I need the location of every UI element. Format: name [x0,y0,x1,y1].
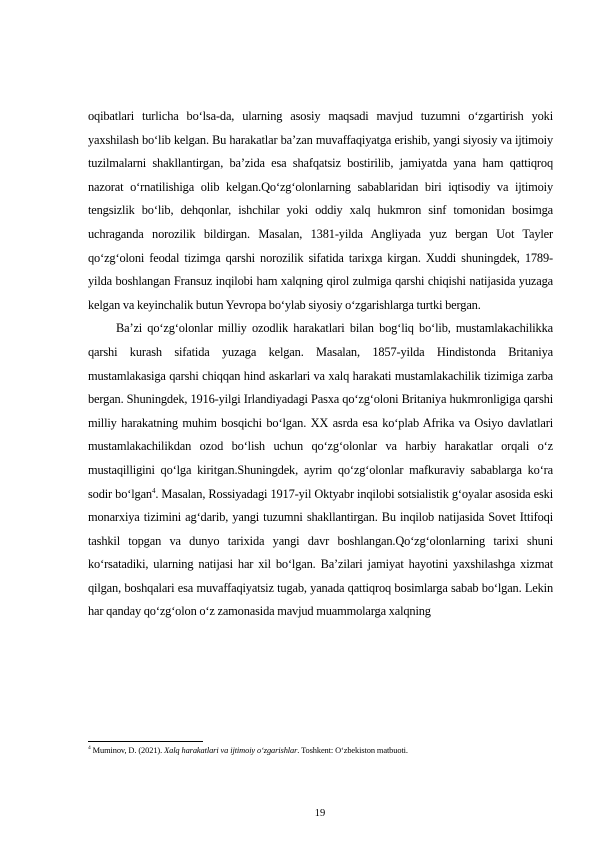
footnote-publisher: . Toshkent: O‘zbekiston matbuoti. [297,746,408,755]
body-text [88,105,553,624]
footnote-number: 4 [88,745,91,752]
footnote-author: Muminov, D. (2021). [90,746,165,755]
paragraph-continued: oqibatlari turlicha bo‘lsa-da, ularning asosiy maqsadi mavjud tuzumni o‘zgartirish yoki yaxshilash bo‘lib kelgan. Bu harakatlar ba’zan muvaffaqiyatga erishib, yangi siyosiy va ijtimoiy tuzilmalarni shakllantirgan, ba’zida esa shafqatsiz bostirilib, jamiyatda yana ham qattiqroq nazorat o‘rnatilishiga olib kelgan.Qo‘zg‘olonlarning sabablaridan biri iqtisodiy va ijtimoiy tengsizlik bo‘lib, dehqonlar, ishchilar yoki oddiy xalq hukmron sinf tomonidan bosimga uchraganda norozilik bildirgan. Masalan, 1381-yilda Angliyada yuz bergan Uot Tayler qo‘zg‘oloni feodal tizimga qarshi norozilik sifatida tarixga kirgan. Xuddi shuningdek, 1789-yilda boshlangan Fransuz inqilobi ham xalqning qirol zulmiga qarshi chiqishi natijasida yuzaga kelgan va keyinchalik butun Yevropa bo‘ylab siyosiy o‘zgarishlarga turtki bergan. [88,109,553,312]
paragraph-national-liberation [88,317,553,624]
footnote-separator [88,741,203,742]
paragraph-text-part-1: Ba’zi qo‘zg‘olonlar milliy ozodlik harakatlari bilan bog‘liq bo‘lib, mustamlakachilikka qarshi kurash sifatida yuzaga kelgan. Masalan, 1857-yilda Hindistonda Britaniya mustamlakasiga qarshi chiqqan hind askarlari va xalq harakati mustamlakachilik tizimiga zarba bergan. Shuningdek, 1916-yilgi Irlandiyadagi Pasxa qo‘zg‘oloni Britaniya hukmronligiga qarshi milliy harakatning muhim bosqichi bo‘lgan. XX asrda esa ko‘plab Afrika va Osiyo davlatlari mustamlakachilikdan ozod bo‘lish uchun qo‘zg‘olonlar va harbiy harakatlar orqali o‘z mustaqilligini qo‘lga kiritgan.Shuningdek, ayrim qo‘zg‘olonlar mafkuraviy sabablarga ko‘ra sodir bo‘lgan [88,321,553,501]
paragraph-text-part-2: . Masalan, Rossiyadagi 1917-yil Oktyabr inqilobi sotsialistik g‘oyalar asosida eski monarxiya tizimini ag‘darib, yangi tuzumni shakllantirgan. Bu inqilob natijasida Sovet Ittifoqi tashkil topgan va dunyo tarixida yangi davr boshlangan.Qo‘zg‘olonlarning tarixi shuni ko‘rsatadiki, ularning natijasi har xil bo‘lgan. Ba’zilari jamiyat hayotini yaxshilashga xizmat qilgan, boshqalari esa muvaffaqiyatsiz tugab, yanada qattiqroq bosimlarga sabab bo‘lgan. Lekin har qanday qo‘zg‘olon o‘z zamonasida mavjud muammolarga xalqning [88,486,553,619]
page-number: 19 [314,808,326,819]
footnote-title: Xalq harakatlari va ijtimoiy o‘zgarishlar [164,746,298,755]
footnote-reference[interactable]: 4 [151,486,156,495]
footnote [88,745,558,756]
